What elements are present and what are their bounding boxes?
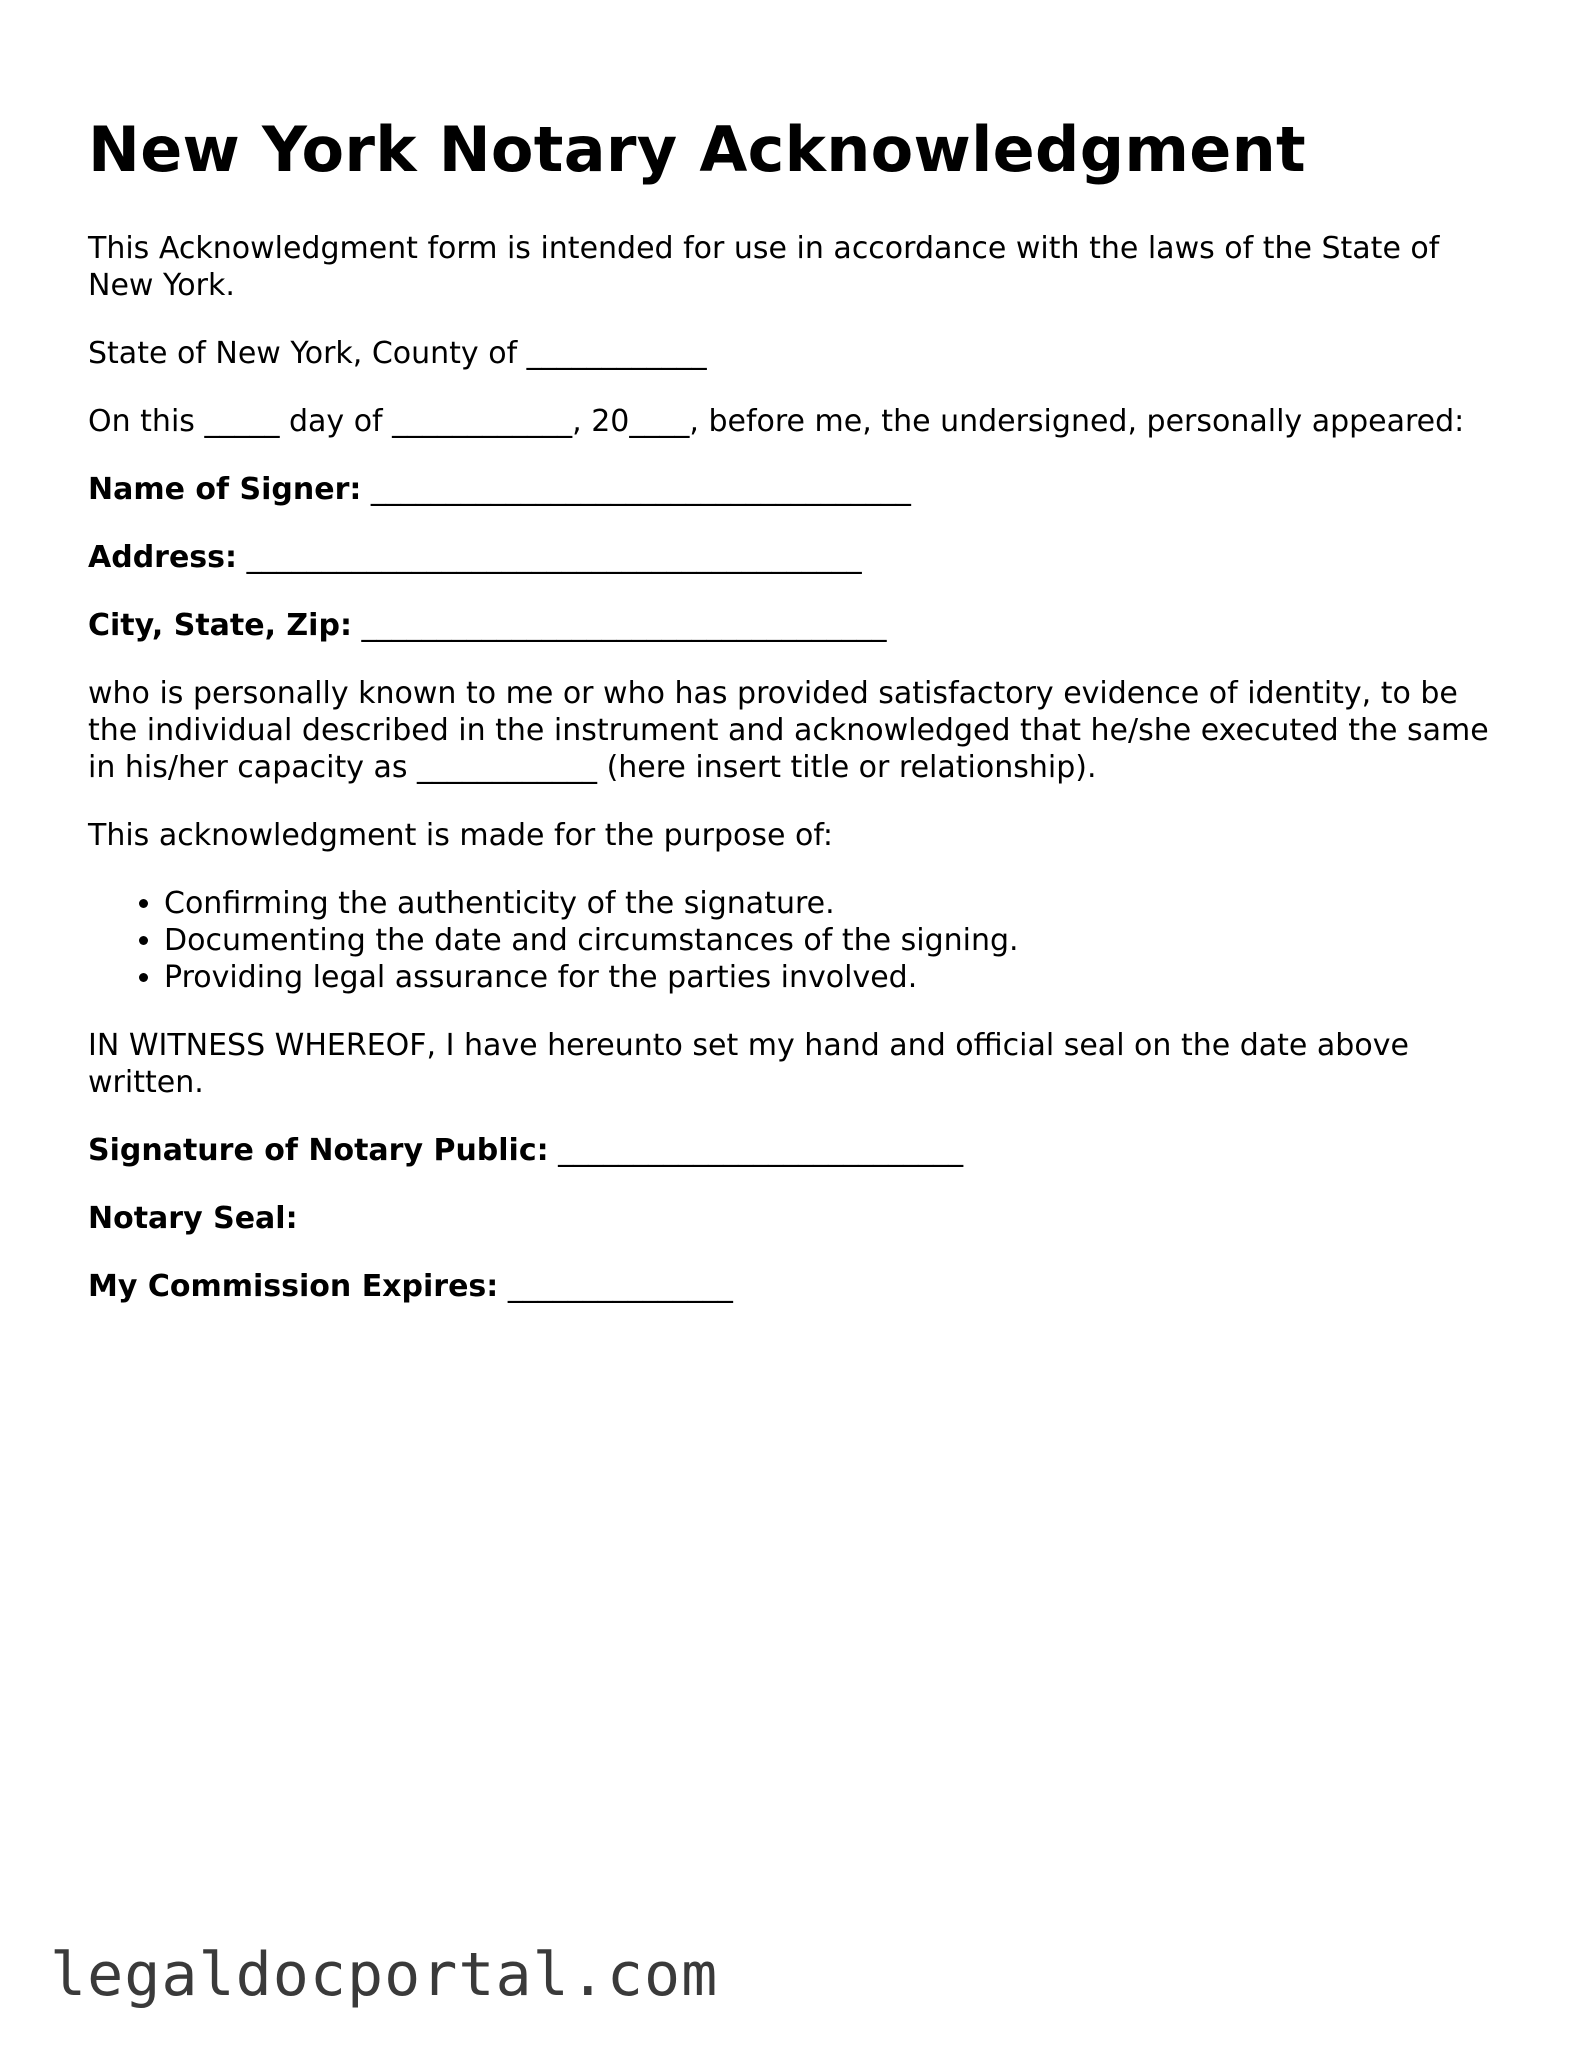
field-blank: ____________________________________	[370, 472, 911, 507]
field-label: Notary Seal:	[88, 1201, 298, 1236]
signer-city-state-zip-field	[88, 607, 1508, 644]
list-item: • Documenting the date and circumstances of the signing.	[164, 922, 1508, 959]
list-item: • Confirming the authenticity of the signature.	[164, 885, 1508, 922]
venue-line: State of New York, County of ____________	[88, 336, 707, 371]
purpose-list	[88, 885, 1508, 996]
field-blank: ___________________________________	[361, 608, 887, 643]
notary-signature-field	[88, 1132, 1508, 1169]
date-line: On this _____ day of ____________, 20____, before me, the undersigned, personally appeared:	[88, 404, 1465, 439]
purpose-intro: This acknowledgment is made for the purpose of:	[88, 818, 833, 853]
signer-address-field	[88, 539, 1508, 576]
field-label: Signature of Notary Public:	[88, 1133, 549, 1168]
document-page	[88, 112, 1508, 1336]
field-label: City, State, Zip:	[88, 608, 352, 643]
document-title: New York Notary Acknowledgment	[88, 113, 1306, 186]
site-watermark: legaldocportal.com	[50, 1940, 719, 2010]
list-item: • Providing legal assurance for the parties involved.	[164, 959, 1508, 996]
commission-expires-field	[88, 1268, 1508, 1305]
notary-seal-field	[88, 1200, 1508, 1237]
field-blank: _______________	[507, 1269, 733, 1304]
field-label: Address:	[88, 540, 238, 575]
field-label: My Commission Expires:	[88, 1269, 499, 1304]
witness-statement: IN WITNESS WHEREOF, I have hereunto set my hand and official seal on the date above written.	[88, 1028, 1409, 1100]
identity-statement: who is personally known to me or who has provided satisfactory evidence of identity, to be the individual described in the instrument and acknowledged that he/she executed the same in his/her capacity as ____________ (here insert title or relationship).	[88, 676, 1489, 785]
field-label: Name of Signer:	[88, 472, 362, 507]
field-blank: ___________________________	[558, 1133, 964, 1168]
intro-paragraph: This Acknowledgment form is intended for use in accordance with the laws of the State of New York.	[88, 231, 1440, 303]
field-blank: _________________________________________	[246, 540, 862, 575]
signer-name-field	[88, 471, 1508, 508]
